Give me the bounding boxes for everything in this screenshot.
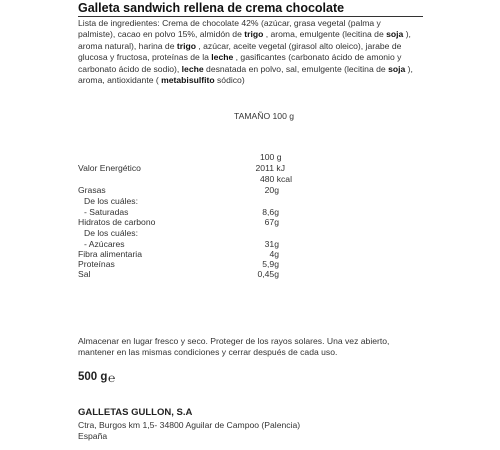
fats-value: 20g [264,185,279,195]
saturated-value: 8,6g [262,207,279,217]
allergen-text: soja [386,29,404,40]
allergen-text: metabisulfito [161,75,215,86]
company-name: GALLETAS GULLON, S.A [78,407,193,418]
energy-label: Valor Energético [78,163,141,173]
company-address [78,420,408,443]
ingredients-text: desnatada en polvo, sal, emulgente (lecitina de [203,63,389,74]
allergen-text: trigo [176,40,196,51]
ingredients-text: ), aroma natural), harina de [78,29,411,51]
energy-kcal-value: 480 kcal [259,174,292,184]
salt-label: Sal [78,269,91,279]
fats-of-which-label: De los cuáles: [84,196,138,206]
title-divider [78,16,423,17]
carbs-value: 67g [264,217,279,227]
estimated-sign-icon: ℮ [108,371,116,385]
allergen-text: trigo [244,29,264,40]
ingredients-text: sódico) [214,75,245,86]
saturated-label: - Saturadas [84,207,129,217]
energy-kj-value: 2011 kJ [255,163,285,173]
ingredients-text: Lista de ingredientes: Crema de chocolate 42% (azúcar, grasa vegetal (palma y palmiste), cacao en polvo 15%, almidón de [78,18,381,40]
serving-size: TAMAÑO 100 g [234,111,295,121]
net-weight: 500 g [78,371,108,383]
fibre-label: Fibra alimentaria [78,249,142,259]
ingredients-text: , aroma, emulgente (lecitina de [263,29,387,40]
allergen-text: leche [211,52,234,63]
protein-value: 5,9g [262,259,279,269]
fats-label: Grasas [78,185,106,195]
carbs-of-which-label: De los cuáles: [84,228,138,238]
address-line-1: Ctra, Burgos km 1,5- 34800 Aguilar de Campoo (Palencia) [78,420,301,430]
storage-instructions: Almacenar en lugar fresco y seco. Proteger de los rayos solares. Una vez abierto, mantener en las mismas condiciones y cerrar después de cada uso. [78,336,390,358]
ingredients-list [78,18,418,86]
allergen-text: leche [181,63,204,74]
ingredients-text: ), aroma, antioxidante ( [78,63,413,86]
protein-label: Proteínas [78,259,115,269]
address-line-2: España [78,431,108,442]
sugars-label: - Azúcares [84,239,125,249]
carbs-label: Hidratos de carbono [78,217,156,227]
ingredients-text: , azúcar, aceite vegetal (girasol alto oleico), jarabe de glucosa y fructosa, proteínas de la [78,40,402,63]
product-title: Galleta sandwich rellena de crema chocolate [78,1,345,15]
salt-value: 0,45g [257,269,279,279]
allergen-text: soja [388,63,406,74]
sugars-value: 31g [264,239,279,249]
fibre-value: 4g [269,249,279,259]
nutrition-per-label: 100 g [260,152,282,162]
ingredients-text: , gasificantes (carbonato ácido de amonio y carbonato ácido de sodio), [78,52,402,74]
